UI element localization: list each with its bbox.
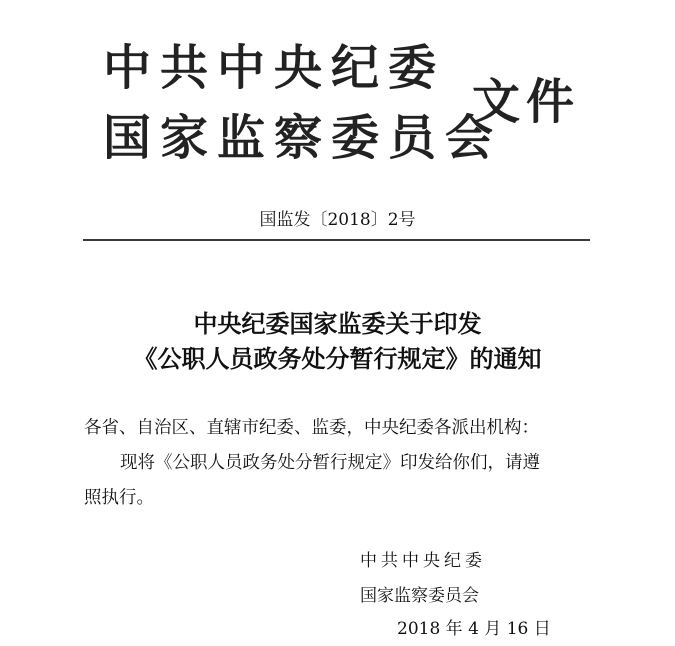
document-type-label: 文件: [472, 74, 581, 130]
body-paragraph-line2: 照执行。: [84, 488, 154, 508]
body-paragraph-line1: 现将《公职人员政务处分暂行规定》印发给你们，请遵: [120, 453, 540, 473]
document-title-line1: 中央纪委国家监委关于印发: [193, 310, 482, 338]
signature-org2: 国家监察委员会: [360, 586, 479, 606]
document-title-line2: 《公职人员政务处分暂行规定》的通知: [133, 345, 542, 373]
document-number: 国监发〔2018〕2号: [259, 210, 416, 230]
salutation: 各省、自治区、直辖市纪委、监委，中央纪委各派出机构：: [84, 418, 539, 438]
header-divider: [83, 239, 590, 241]
issuing-org-line1: 中共中央纪委: [103, 40, 446, 96]
issuing-org-line2: 国家监察委员会: [103, 110, 503, 166]
signature-date: 2018 年 4 月 16 日: [397, 619, 551, 639]
signature-org1: 中共中央纪委: [360, 551, 486, 571]
